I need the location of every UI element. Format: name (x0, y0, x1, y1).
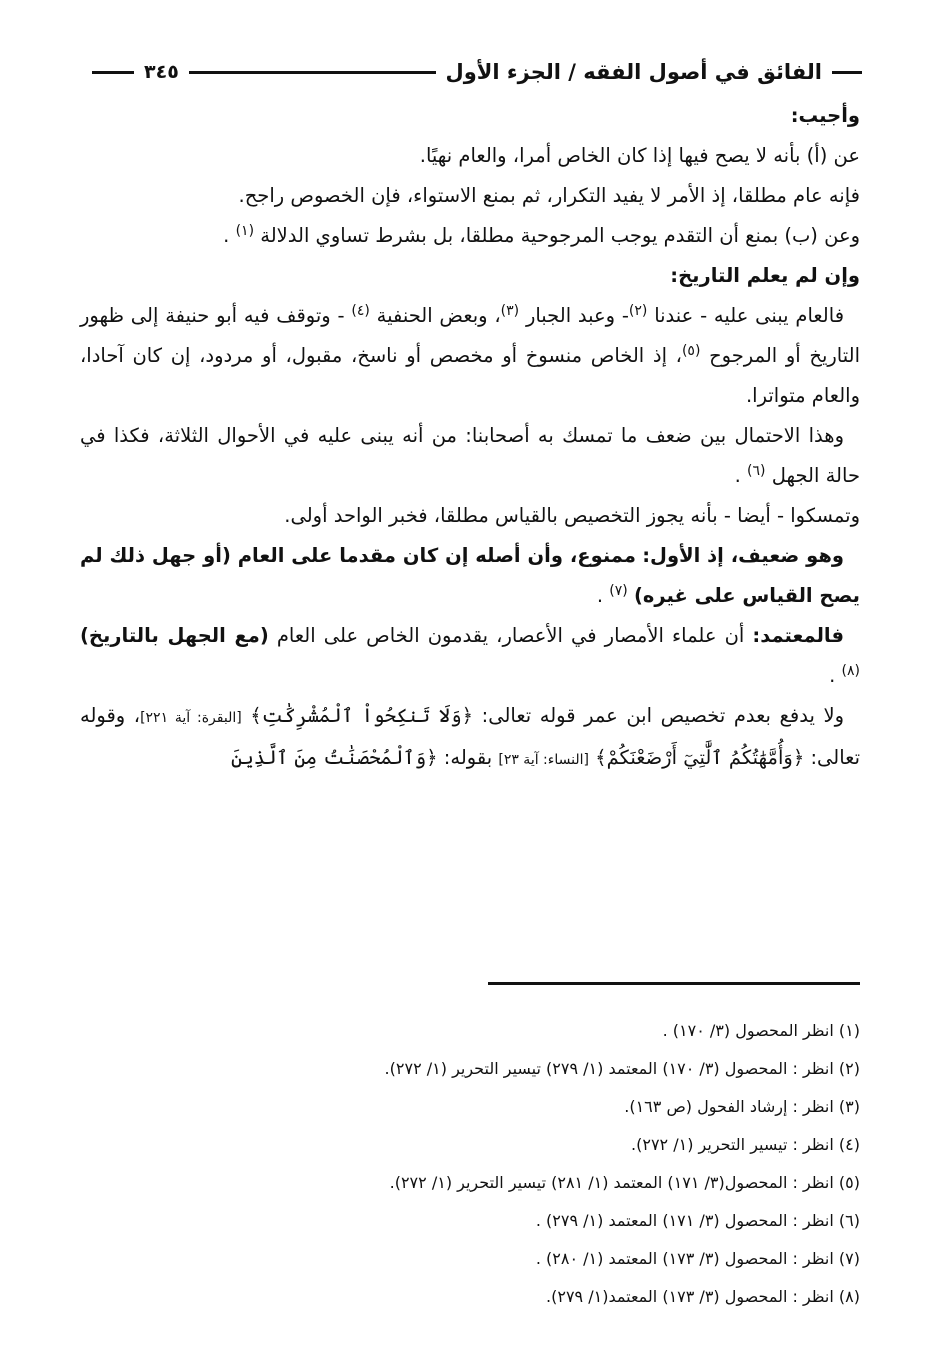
paragraph-8: وتمسكوا - أيضا - بأنه يجوز التخصيص بالقياس مطلقا، فخبر الواحد أولى. (284, 504, 860, 527)
p9-part-b: ممنوع، وأن أصله إن كان مقدما على العام (أو جهل ذلك لم يصح القياس على غيره) (80, 544, 860, 607)
footnote-7: (٧) انظر : المحصول (٣/ ١٧٣) المعتمد (١/ ٢٨٠) . (535, 1249, 860, 1268)
footnotes (80, 1012, 860, 1316)
header-dash-right (832, 71, 862, 74)
p9-part-a: وهو ضعيف، إذ الأول: (642, 544, 844, 567)
page-header (92, 52, 862, 92)
p11-part-a: ولا يدفع بعدم تخصيص ابن عمر قوله تعالى: (481, 704, 844, 727)
footnote-ref-7: (٧) (609, 583, 628, 599)
footnote-ref-8: (٨) (841, 663, 860, 679)
paragraph-4-text: وعن (ب) بمنع أن التقدم يوجب المرجوحية مطلقا، بل بشرط تساوي الدلالة (260, 224, 860, 247)
header-rule (189, 71, 436, 74)
footnote-ref-2: (٢) (628, 303, 648, 319)
quran-ref-1: [البقرة: آية ٢٢١] (140, 710, 242, 726)
p10-part-c: (مع الجهل بالتاريخ) (80, 624, 269, 647)
footnote-2: (٢) انظر : المحصول (٣/ ١٧٠) المعتمد (١/ ٢٧٩) تيسير التحرير (١/ ٢٧٢). (384, 1059, 860, 1078)
footnote-ref-5: (٥) (681, 343, 701, 359)
quran-ref-2: [النساء: آية ٢٣] (498, 752, 589, 768)
footnote-1: (١) انظر المحصول (٣/ ١٧٠) . (662, 1021, 860, 1040)
header-dash-left (92, 71, 134, 74)
footnote-ref-4: (٤) (351, 303, 370, 319)
quran-quote-2: ﴿وَأُمَّهَٰتُكُمُ ٱلَّٰتِيٓ أَرْضَعْنَكُمْ﴾ (595, 746, 805, 769)
p11-part-b: ، وقوله تعالى: (80, 704, 860, 769)
paragraph-11 (80, 696, 860, 780)
page-number: ٣٤٥ (144, 61, 179, 83)
footnote-ref-6: (٦) (747, 463, 766, 479)
running-title: الفائق في أصول الفقه / الجزء الأول (445, 60, 822, 84)
footnote-8: (٨) انظر : المحصول (٣/ ١٧٣) المعتمد(١/ ٢٧٩). (546, 1287, 860, 1306)
p11-part-c: بقوله: (443, 746, 493, 769)
footnote-ref-1: (١) (235, 223, 255, 239)
footnote-3: (٣) انظر : إرشاد الفحول (ص ١٦٣). (624, 1097, 860, 1116)
paragraph-10: فالمعتمد: أن علماء الأمصار في الأعصار، يقدمون الخاص على العام (مع الجهل بالتاريخ) $^{(٨)}$ . (80, 624, 860, 687)
quran-quote-3: ﴿وَٱلْمُحْصَنَٰتُ مِنَ ٱلَّذِينَ (230, 746, 438, 769)
p6-part-e: ، إذ الخاص منسوخ أو مخصص أو ناسخ، مقبول، أو مردود، إن كان آحادا، والعام متواترا. (80, 344, 860, 407)
main-text (80, 96, 860, 780)
paragraph-7: وهذا الاحتمال بين ضعف ما تمسك به أصحابنا: من أنه يبنى عليه في الأحوال الثلاثة، فكذا في حالة الجهل $^{(٦)}$ . (80, 424, 860, 487)
p10-part-b: أن علماء الأمصار في الأعصار، يقدمون الخاص على العام (276, 624, 745, 647)
p7-text: وهذا الاحتمال بين ضعف ما تمسك به أصحابنا: من أنه يبنى عليه في الأحوال الثلاثة، فكذا في حالة الجهل (80, 424, 860, 487)
footnote-ref-3: (٣) (500, 303, 520, 319)
paragraph-4: وعن (ب) بمنع أن التقدم يوجب المرجوحية مطلقا، بل بشرط تساوي الدلالة $^{(١)}$ . (223, 223, 860, 247)
paragraph-9: وهو ضعيف، إذ الأول: ممنوع، وأن أصله إن كان مقدما على العام (أو جهل ذلك لم يصح القياس على غيره) $^{(٧)}$ . (80, 544, 860, 607)
p10-part-a: فالمعتمد: (752, 624, 844, 647)
paragraph-6 (80, 296, 860, 416)
footnote-separator (488, 982, 860, 985)
p6-part-d: - وتوقف فيه أبو حنيفة إلى ظهور التاريخ أو المرجوح (80, 304, 860, 367)
footnote-4: (٤) انظر : تيسير التحرير (١/ ٢٧٢). (631, 1135, 860, 1154)
p6-part-a: فالعام يبنى عليه - عندنا (654, 304, 845, 327)
footnote-6: (٦) انظر : المحصول (٣/ ١٧١) المعتمد (١/ ٢٧٩) . (535, 1211, 860, 1230)
paragraph-3: فإنه عام مطلقا، إذ الأمر لا يفيد التكرار، ثم بمنع الاستواء، فإن الخصوص راجح. (238, 184, 860, 207)
paragraph-2: عن (أ) بأنه لا يصح فيها إذا كان الخاص أمرا، والعام نهيًا. (419, 144, 860, 167)
p6-part-c: ، وبعض الحنفية (376, 304, 501, 327)
footnote-5: (٥) انظر : المحصول(٣/ ١٧١) المعتمد (١/ ٢٨١) تيسير التحرير (١/ ٢٧٢). (389, 1173, 860, 1192)
paragraph-answer-heading: وأجيب: (790, 104, 860, 127)
p6-part-b: - وعبد الجبار (525, 304, 629, 327)
section-heading-unknown-date: وإن لم يعلم التاريخ: (670, 264, 860, 287)
quran-quote-1: ﴿وَلَا تَنكِحُواْ ٱلْمُشْرِكَٰتِ﴾ (250, 704, 474, 727)
